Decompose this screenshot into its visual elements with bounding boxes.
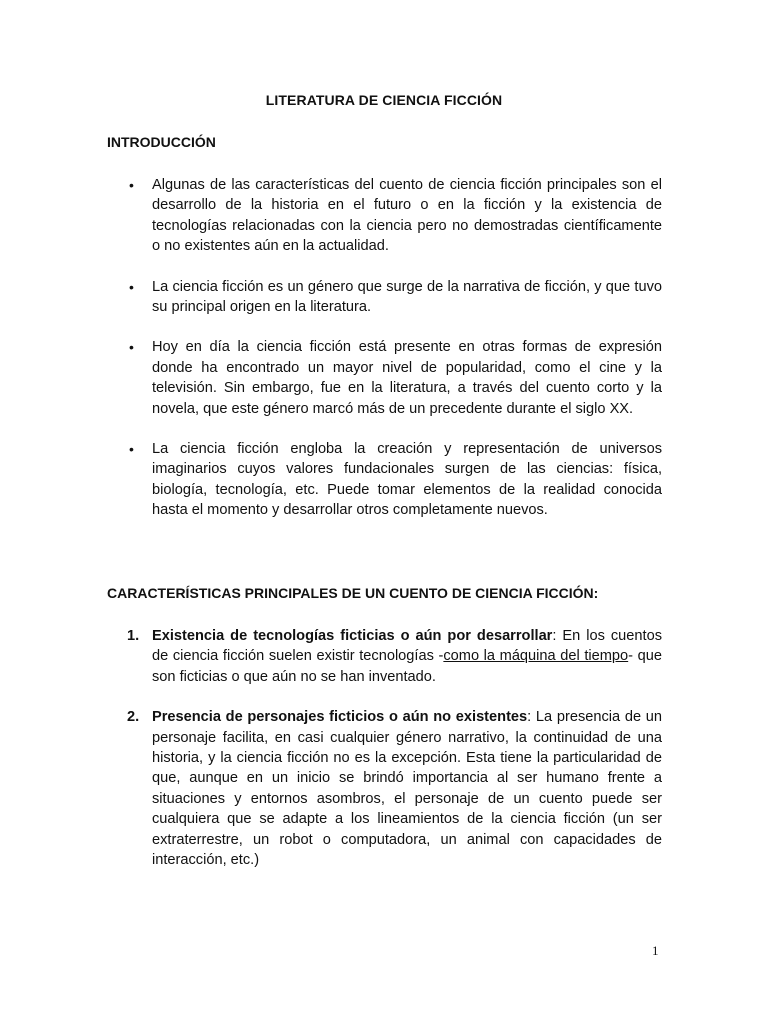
characteristics-numbered-list <box>107 626 662 890</box>
characteristics-heading: CARACTERÍSTICAS PRINCIPALES DE UN CUENTO DE CIENCIA FICCIÓN: <box>107 585 599 601</box>
list-item <box>107 337 662 419</box>
item-text-before: : En los cuentos de ciencia ficción suelen existir tecnologías - <box>152 628 662 665</box>
item-text-before: : La presencia de un personaje facilita, en casi cualquier género narrativo, la continuidad de una historia, y la ciencia ficción no es la excepción. Esta tiene la particularidad de que, aunque en un inicio se brindó importancia al ser humano frente a situaciones y entornos asombros, el personaje de un cuento puede ser cualquiera que se adapte a los lineamientos de la ciencia ficción (un ser extraterrestre, un robot o computadora, un animal con capacidades de interacción, etc.) <box>152 709 662 869</box>
bullet-icon: • <box>129 441 134 458</box>
bullet-icon: • <box>129 278 134 295</box>
item-number: 2. <box>127 709 140 726</box>
item-number: 1. <box>127 628 140 644</box>
item-lead: Presencia de personajes ficticios o aún no existentes <box>152 709 528 726</box>
item-lead: Existencia de tecnologías ficticias o aún por desarrollar <box>152 628 553 644</box>
introduction-heading: INTRODUCCIÓN <box>107 134 216 150</box>
list-item <box>107 439 662 521</box>
list-item <box>107 277 662 318</box>
document-title: LITERATURA DE CIENCIA FICCIÓN <box>265 92 503 108</box>
bullet-text: La ciencia ficción es un género que surge de la narrativa de ficción, y que tuvo su principal origen en la literatura. <box>152 278 662 316</box>
bullet-text: Algunas de las características del cuento de ciencia ficción principales son el desarrollo de la historia en el futuro o en la ficción y la existencia de tecnologías relacionadas con la ciencia pero no demostradas científicamente o no existentes aún en la actualidad. <box>152 177 662 255</box>
page-number: 1 <box>652 943 659 958</box>
item-text-after: - que son ficticias o que aún no se han inventado. <box>152 648 663 685</box>
item-underlined-text: como la máquina del tiempo <box>443 648 629 665</box>
introduction-bullet-list <box>107 175 662 541</box>
bullet-icon: • <box>129 339 134 356</box>
bullet-text: Hoy en día la ciencia ficción está presente en otras formas de expresión donde ha encontrado un mayor nivel de popularidad, como el cine y la televisión. Sin embargo, fue en la literatura, a través del cuento corto y la novela, que este género marcó más de un precedente durante el siglo XX. <box>152 339 662 417</box>
list-item <box>107 175 662 257</box>
bullet-icon: • <box>129 177 134 193</box>
list-item <box>107 707 662 870</box>
bullet-text: La ciencia ficción engloba la creación y representación de universos imaginarios cuyos valores fundacionales surgen de las ciencias: física, biología, tecnología, etc. Puede tomar elementos de la realidad conocida hasta el momento y desarrollar otros completamente nuevos. <box>152 441 662 519</box>
list-item <box>107 626 662 687</box>
